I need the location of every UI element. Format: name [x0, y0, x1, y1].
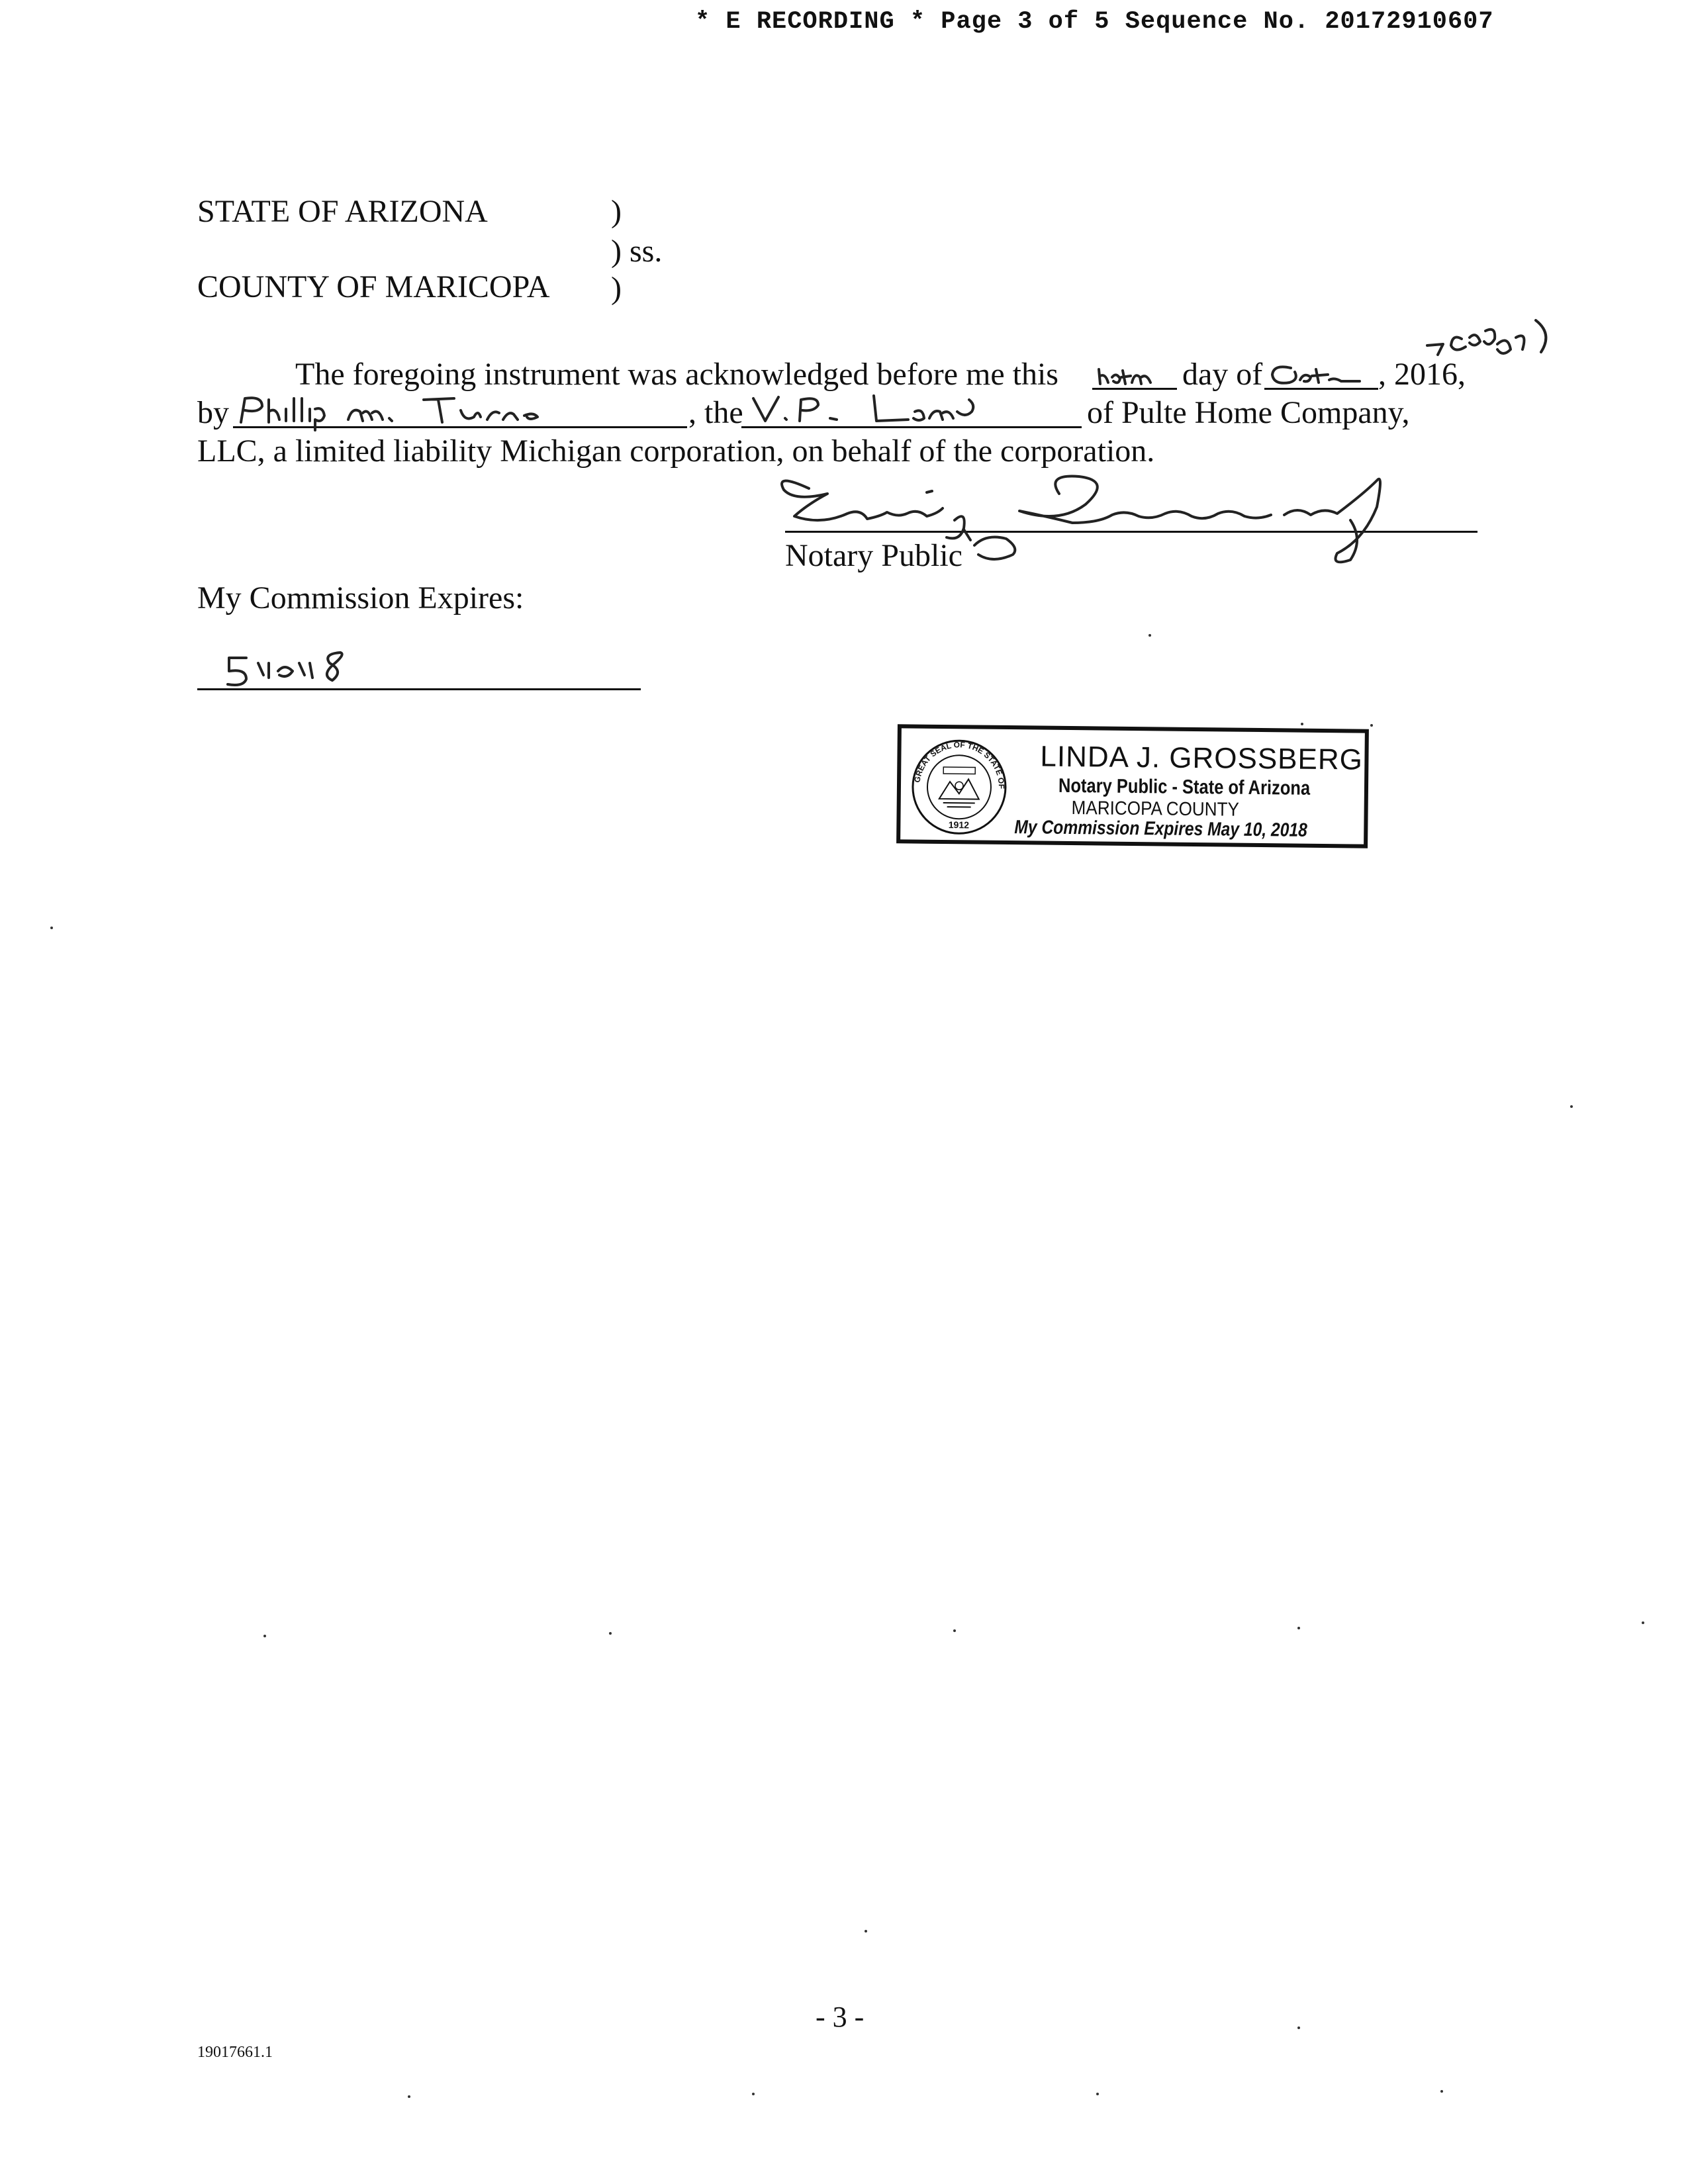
ack-line1-year: , 2016, [1378, 357, 1466, 392]
seal-year: 1912 [948, 819, 970, 831]
stamp-commission-expires: My Commission Expires May 10, 2018 [1014, 817, 1308, 841]
stamp-notary-name: LINDA J. GROSSBERG [1040, 740, 1364, 776]
scan-speck [408, 2095, 410, 2098]
notary-public-label: Notary Public [785, 538, 962, 573]
scan-speck [953, 1629, 956, 1632]
svg-text:GREAT SEAL OF THE STATE OF ARI [910, 737, 1007, 789]
day-handwritten [1096, 363, 1176, 389]
scan-speck [1370, 724, 1373, 727]
venue-ss: ) ss. [611, 234, 663, 269]
title-handwritten [744, 392, 1035, 429]
venue-county: COUNTY OF MARICOPA [197, 269, 550, 304]
scan-speck [1297, 2026, 1300, 2029]
venue-state: STATE OF ARIZONA [197, 194, 488, 229]
scan-speck [609, 1632, 612, 1635]
scan-speck [50, 927, 53, 929]
stamp-notary-title: Notary Public - State of Arizona [1058, 774, 1311, 799]
scan-speck [1096, 2093, 1099, 2095]
commission-label: My Commission Expires: [197, 580, 524, 615]
document-id: 19017661.1 [197, 2044, 273, 2061]
scan-speck [752, 2093, 755, 2095]
venue-paren-bottom: ) [611, 271, 622, 306]
name-handwritten [236, 393, 659, 430]
ack-line3: LLC, a limited liability Michigan corporation, on behalf of the corporation. [197, 433, 1155, 469]
scan-speck [1297, 1627, 1300, 1629]
page-number: - 3 - [816, 2001, 865, 2033]
ack-line1-prefix: The foregoing instrument was acknowledged before me this [295, 357, 1058, 392]
scan-speck [1149, 634, 1151, 637]
scan-speck [865, 1930, 867, 1933]
scan-speck [1570, 1105, 1573, 1108]
scan-speck [1301, 723, 1303, 725]
ack-the: , the [688, 395, 743, 430]
arizona-state-seal [910, 737, 1009, 837]
ack-line1-day-of: day of [1182, 357, 1263, 392]
month-handwritten [1268, 360, 1368, 389]
notary-stamp [896, 724, 1369, 848]
venue-paren-top: ) [611, 194, 622, 229]
seal-text: GREAT SEAL OF THE STATE OF [912, 740, 1007, 790]
recording-header: * E RECORDING * Page 3 of 5 Sequence No. 20172910607 [695, 8, 1494, 36]
ack-company: of Pulte Home Company, [1087, 395, 1410, 430]
commission-date-handwritten [224, 649, 396, 691]
scan-speck [1642, 1621, 1644, 1624]
scan-speck [1440, 2090, 1443, 2093]
scan-speck [263, 1635, 266, 1637]
stamp-county: MARICOPA COUNTY [1071, 797, 1240, 821]
year-correction-handwritten [1423, 311, 1595, 371]
ack-by: by [197, 395, 229, 430]
